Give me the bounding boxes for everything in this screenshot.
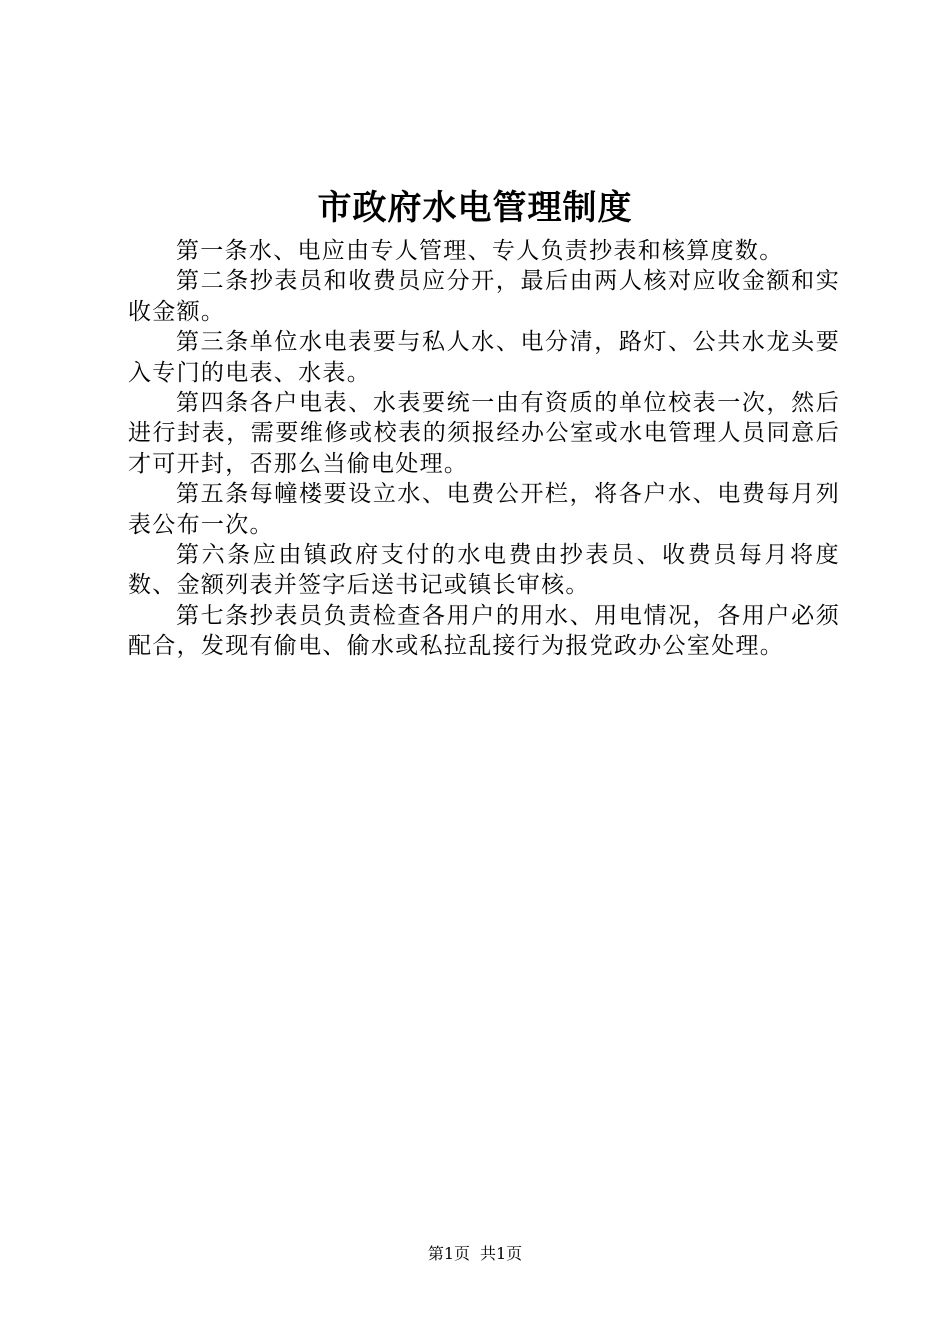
article-4: 第四条各户电表、水表要统一由有资质的单位校表一次，然后进行封表，需要维修或校表的须报经办公室或水电管理人员同意后才可开封，否那么当偷电处理。: [128, 390, 840, 477]
article-2: 第二条抄表员和收费员应分开，最后由两人核对应收金额和实收金额。: [128, 268, 840, 325]
page-footer: [0, 1243, 950, 1265]
page-number: 第1页: [427, 1244, 470, 1263]
article-5: 第五条每幢楼要设立水、电费公开栏，将各户水、电费每月列表公布一次。: [128, 481, 840, 538]
document-body: [128, 236, 840, 662]
page-total: 共1页: [480, 1244, 523, 1263]
article-3: 第三条单位水电表要与私人水、电分清，路灯、公共水龙头要入专门的电表、水表。: [128, 329, 840, 386]
article-7: 第七条抄表员负责检查各用户的用水、用电情况，各用户必须配合，发现有偷电、偷水或私拉乱接行为报党政办公室处理。: [128, 602, 840, 660]
article-6: 第六条应由镇政府支付的水电费由抄表员、收费员每月将度数、金额列表并签字后送书记或镇长审核。: [128, 542, 840, 599]
article-1: 第一条水、电应由专人管理、专人负责抄表和核算度数。: [176, 238, 784, 264]
document-title: 市政府水电管理制度: [317, 188, 633, 228]
